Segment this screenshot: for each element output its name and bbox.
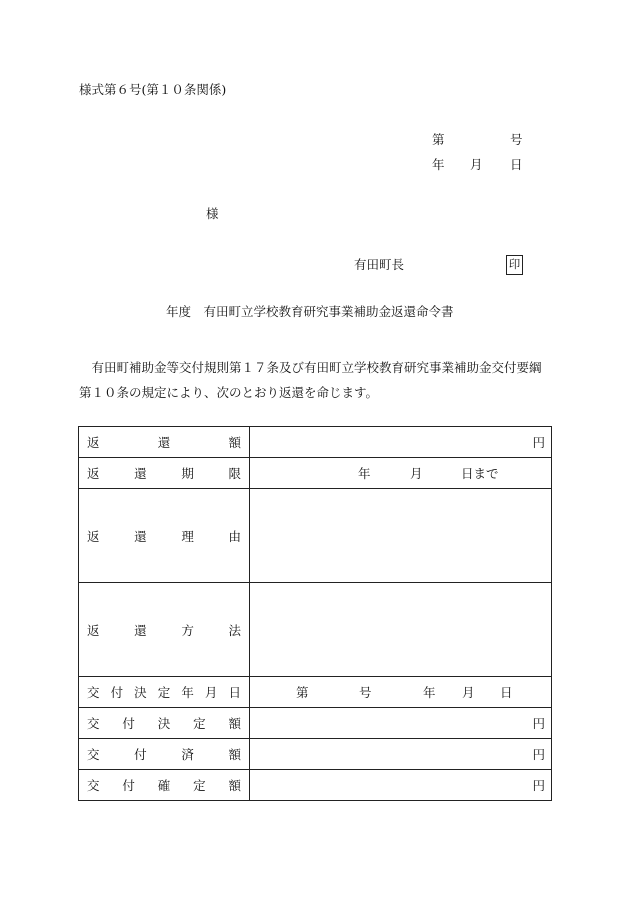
label-paid-amount [79,739,250,770]
document-number-prefix: 第 [432,132,445,147]
label-char: 還 [134,528,147,544]
table-row-refund-amount [79,427,552,458]
decision-amount-field[interactable] [250,708,552,739]
label-char: 定 [193,778,206,793]
label-char: 額 [228,778,241,793]
document-number-suffix: 号 [510,132,523,147]
table-row-refund-method [79,583,552,677]
seal-stamp: 印 [506,255,523,275]
label-char: 交 [87,685,100,700]
decision-month-label: 月 [462,685,475,700]
due-month-label: 月 [410,466,423,481]
label-refund-method [79,583,250,677]
label-char: 返 [87,528,100,544]
label-char: 確 [157,778,171,793]
label-char: 返 [87,622,100,638]
due-year-label: 年 [358,466,371,481]
label-char: 交 [87,716,100,731]
label-char: 限 [228,466,241,481]
refund-method-field[interactable] [250,583,552,677]
label-char: 還 [134,466,147,481]
form-number: 様式第６号(第１０条関係) [79,82,227,97]
label-char: 決 [157,716,171,731]
yen-unit: 円 [532,747,545,762]
label-char: 月 [204,685,218,700]
body-paragraph: 有田町補助金等交付規則第１７条及び有田町立学校教育研究事業補助金交付要綱第１０条の規定により、次のとおり返還を命じます。 [79,360,542,400]
table-row-confirmed-amount [79,770,552,801]
refund-due-field[interactable] [250,458,552,489]
refund-order-table [78,426,552,801]
label-char: 定 [193,716,206,731]
label-char: 交 [87,747,100,762]
label-decision-amount [79,708,250,739]
label-char: 額 [228,716,241,731]
date-year-label: 年 [432,157,445,172]
table-row-paid-amount [79,739,552,770]
label-char: 方 [181,622,194,638]
label-char: 決 [134,685,147,700]
refund-amount-field[interactable] [250,427,552,458]
due-day-label: 日まで [461,466,499,481]
label-char: 済 [181,747,194,762]
label-char: 付 [122,716,135,731]
addressee-suffix: 様 [206,206,219,221]
date-month-label: 月 [470,157,483,172]
refund-reason-field[interactable] [250,489,552,583]
label-char: 返 [87,435,100,450]
label-char: 交 [87,778,100,793]
decision-number-suffix: 号 [359,685,372,700]
label-confirmed-amount [79,770,250,801]
label-char: 由 [228,528,241,544]
paid-amount-field[interactable] [250,739,552,770]
label-char: 期 [181,466,194,481]
decision-date-field[interactable] [250,677,552,708]
table-row-decision-date [79,677,552,708]
label-char: 日 [228,685,241,700]
label-char: 付 [134,747,147,762]
decision-day-label: 日 [500,685,513,700]
label-refund-amount [79,427,250,458]
decision-year-label: 年 [423,685,436,700]
label-char: 額 [228,747,241,762]
label-char: 額 [228,435,241,450]
table-row-decision-amount [79,708,552,739]
decision-number-prefix: 第 [296,685,309,700]
label-char: 定 [157,685,171,700]
date-day-label: 日 [510,157,523,172]
confirmed-amount-field[interactable] [250,770,552,801]
label-char: 理 [181,528,194,544]
label-char: 還 [134,622,147,638]
yen-unit: 円 [532,435,545,450]
table-row-refund-due [79,458,552,489]
yen-unit: 円 [532,778,545,793]
label-char: 法 [228,622,241,638]
label-char: 年 [181,685,194,700]
label-refund-reason [79,489,250,583]
label-refund-due [79,458,250,489]
issuer-name: 有田町長 [354,257,405,272]
label-char: 付 [122,778,135,793]
document-title: 年度 有田町立学校教育研究事業補助金返還命令書 [166,304,454,319]
label-char: 返 [87,466,100,481]
label-char: 還 [157,435,171,450]
yen-unit: 円 [532,716,545,731]
label-decision-date [79,677,250,708]
label-char: 付 [110,685,124,700]
table-row-refund-reason [79,489,552,583]
